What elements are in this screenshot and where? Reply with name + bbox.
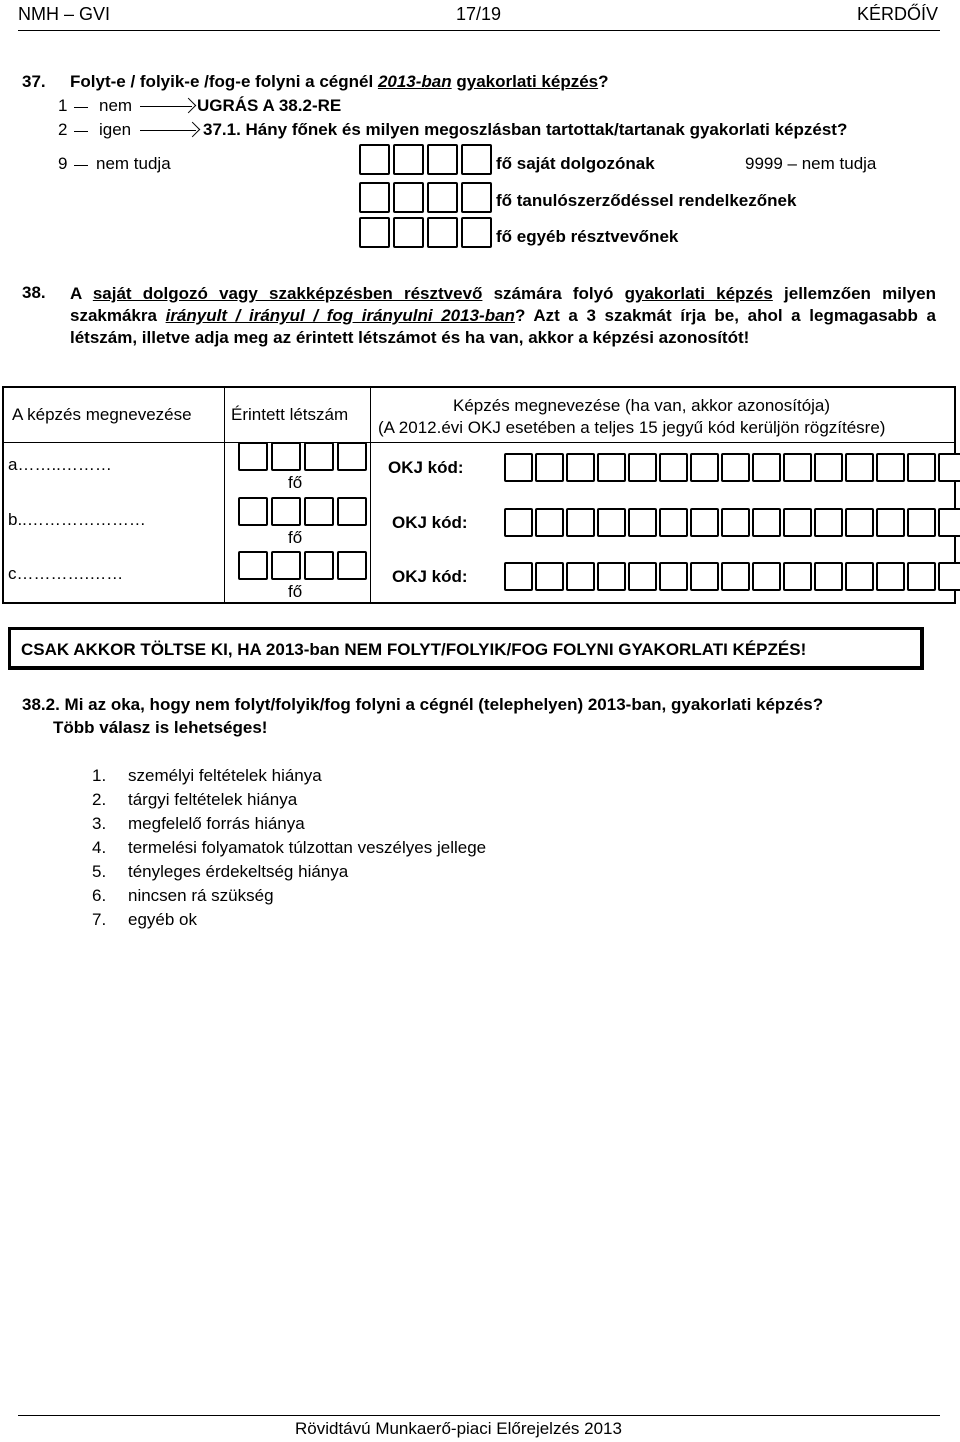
digit-box[interactable] xyxy=(504,508,533,537)
option-label: tényleges érdekeltség hiánya xyxy=(128,862,349,881)
digit-box[interactable] xyxy=(238,551,268,580)
option-number: 7. xyxy=(92,910,107,929)
q37-option-1-skip: UGRÁS A 38.2-RE xyxy=(197,96,342,115)
digit-box[interactable] xyxy=(535,453,564,482)
reason-option-7[interactable] xyxy=(92,908,197,932)
digit-box[interactable] xyxy=(938,562,960,591)
reason-option-3[interactable] xyxy=(92,812,305,836)
table-row-b-name[interactable]: b..………………… xyxy=(8,510,146,529)
q37-option-2-code: 2 xyxy=(58,120,68,139)
option-number: 1. xyxy=(92,766,107,785)
table-col-count-header: Érintett létszám xyxy=(231,405,349,424)
table-row-c-name[interactable]: c………….…… xyxy=(8,564,124,583)
reason-option-6[interactable] xyxy=(92,884,274,908)
digit-box[interactable] xyxy=(461,182,492,213)
q37-other-boxes[interactable] xyxy=(359,217,495,248)
q37-number: 37. xyxy=(22,72,46,91)
digit-box[interactable] xyxy=(938,508,960,537)
table-row-c-okj-boxes[interactable] xyxy=(504,562,960,591)
table-col-code-header-2: (A 2012.évi OKJ esetében a teljes 15 jegyű kód kerüljön rögzítésre) xyxy=(378,418,886,437)
q37-text-qmark: ? xyxy=(598,72,609,91)
arrow-icon xyxy=(140,106,192,107)
option-label: tárgyi feltételek hiánya xyxy=(128,790,298,809)
digit-box[interactable] xyxy=(566,453,595,482)
option-number: 4. xyxy=(92,838,107,857)
option-label: személyi feltételek hiánya xyxy=(128,766,322,785)
digit-box[interactable] xyxy=(876,453,905,482)
digit-box[interactable] xyxy=(566,508,595,537)
digit-box[interactable] xyxy=(628,508,657,537)
table-row-a-name[interactable]: a……..……… xyxy=(8,455,112,474)
q37-apprentice-boxes[interactable] xyxy=(359,182,495,213)
table-row-c-count-boxes[interactable] xyxy=(238,551,370,580)
q37-own-staff-label: fő saját dolgozónak xyxy=(496,154,655,173)
digit-box[interactable] xyxy=(690,508,719,537)
digit-box[interactable] xyxy=(659,453,688,482)
digit-box[interactable] xyxy=(304,551,334,580)
header-divider xyxy=(18,30,940,31)
table-row-c-unit: fő xyxy=(288,582,303,601)
digit-box[interactable] xyxy=(845,508,874,537)
digit-box[interactable] xyxy=(304,497,334,526)
arrow-icon xyxy=(140,130,196,131)
digit-box[interactable] xyxy=(814,562,843,591)
option-number: 6. xyxy=(92,886,107,905)
q37-other-label: fő egyéb résztvevőnek xyxy=(496,227,679,246)
digit-box[interactable] xyxy=(783,453,812,482)
digit-box[interactable] xyxy=(393,182,424,213)
table-row-b-unit: fő xyxy=(288,528,303,547)
q37-option-9-code: 9 xyxy=(58,154,68,173)
digit-box[interactable] xyxy=(752,508,781,537)
table-row-b-okj-label: OKJ kód: xyxy=(392,513,468,532)
table-row-b-count-boxes[interactable] xyxy=(238,497,370,526)
q382-instruction: Több válasz is lehetséges! xyxy=(53,718,268,737)
dash-line xyxy=(74,107,88,108)
digit-box[interactable] xyxy=(359,182,390,213)
reason-option-2[interactable] xyxy=(92,788,297,812)
q37-option-9-label: nem tudja xyxy=(96,154,171,173)
digit-box[interactable] xyxy=(238,442,268,471)
digit-box[interactable] xyxy=(628,453,657,482)
table-header-divider xyxy=(4,442,954,443)
q382-question: 38.2. Mi az oka, hogy nem folyt/folyik/fog folyni a cégnél (telephelyen) 2013-ban, gyakorlati képzés? xyxy=(22,695,824,714)
digit-box[interactable] xyxy=(427,182,458,213)
header-page-number: 17/19 xyxy=(456,4,502,24)
digit-box[interactable] xyxy=(907,453,936,482)
digit-box[interactable] xyxy=(504,453,533,482)
digit-box[interactable] xyxy=(783,562,812,591)
q37-text-training: gyakorlati képzés xyxy=(456,72,599,91)
digit-box[interactable] xyxy=(535,562,564,591)
digit-box[interactable] xyxy=(690,453,719,482)
digit-box[interactable] xyxy=(337,497,367,526)
table-col-divider xyxy=(224,388,225,602)
option-number: 5. xyxy=(92,862,107,881)
dash-line xyxy=(74,131,88,132)
digit-box[interactable] xyxy=(752,453,781,482)
q38-target-group: saját dolgozó vagy szakképzésben résztvevő xyxy=(92,284,483,303)
digit-box[interactable] xyxy=(845,453,874,482)
digit-box[interactable] xyxy=(783,508,812,537)
table-row-a-count-boxes[interactable] xyxy=(238,442,370,471)
table-col-divider xyxy=(370,388,371,602)
table-col-name-header: A képzés megnevezése xyxy=(12,405,192,424)
digit-box[interactable] xyxy=(752,562,781,591)
option-label: egyéb ok xyxy=(128,910,197,929)
digit-box[interactable] xyxy=(337,551,367,580)
dash-line xyxy=(74,165,88,166)
digit-box[interactable] xyxy=(393,144,424,175)
digit-box[interactable] xyxy=(597,508,626,537)
digit-box[interactable] xyxy=(876,508,905,537)
digit-box[interactable] xyxy=(461,217,492,248)
table-row-b-okj-boxes[interactable] xyxy=(504,508,960,537)
option-number: 3. xyxy=(92,814,107,833)
digit-box[interactable] xyxy=(271,442,301,471)
reason-option-4[interactable] xyxy=(92,836,486,860)
digit-box[interactable] xyxy=(566,562,595,591)
table-row-a-okj-boxes[interactable] xyxy=(504,453,960,482)
q37-question xyxy=(70,72,609,92)
digit-box[interactable] xyxy=(238,497,268,526)
digit-box[interactable] xyxy=(359,144,390,175)
digit-box[interactable] xyxy=(907,562,936,591)
q38-t7: ? Azt a 3 szakmát írja be, ahol a legmagasabb a létszám, illetve adja meg az érintett létszámot és ha van, akkor a képzési azonosítót! xyxy=(70,306,937,347)
option-label: megfelelő forrás hiánya xyxy=(128,814,305,833)
q37-option-1-code: 1 xyxy=(58,96,68,115)
option-label: nincsen rá szükség xyxy=(128,886,274,905)
digit-box[interactable] xyxy=(597,453,626,482)
digit-box[interactable] xyxy=(427,144,458,175)
q37-text-year: 2013-ban xyxy=(377,72,452,91)
footer-divider xyxy=(18,1415,940,1416)
digit-box[interactable] xyxy=(876,562,905,591)
q38-tense: irányult / irányul / fog irányulni 2013-ban xyxy=(165,306,515,325)
q37-option-1-label: nem xyxy=(99,96,133,115)
q37-own-staff-dont-know: 9999 – nem tudja xyxy=(745,154,877,173)
q38-t1: A xyxy=(70,284,93,303)
digit-box[interactable] xyxy=(359,217,390,248)
table-row-a-unit: fő xyxy=(288,473,303,492)
reason-option-5[interactable] xyxy=(92,860,348,884)
digit-box[interactable] xyxy=(628,562,657,591)
footer-text: Rövidtávú Munkaerő-piaci Előrejelzés 2013 xyxy=(295,1419,622,1438)
q37-1-question: 37.1. Hány főnek és milyen megoszlásban tartottak/tartanak gyakorlati képzést? xyxy=(203,120,848,139)
digit-box[interactable] xyxy=(845,562,874,591)
q37-text-a: Folyt-e / folyik-e /fog-e folyni a cégnél xyxy=(70,72,378,91)
q38-number: 38. xyxy=(22,283,46,302)
reason-option-1[interactable] xyxy=(92,764,322,788)
digit-box[interactable] xyxy=(337,442,367,471)
digit-box[interactable] xyxy=(721,562,750,591)
digit-box[interactable] xyxy=(690,562,719,591)
table-col-code-header-1: Képzés megnevezése (ha van, akkor azonosítója) xyxy=(453,396,831,415)
table-row-c-okj-label: OKJ kód: xyxy=(392,567,468,586)
q38-question xyxy=(70,283,936,349)
digit-box[interactable] xyxy=(597,562,626,591)
header-left: NMH – GVI xyxy=(18,4,111,24)
digit-box[interactable] xyxy=(504,562,533,591)
digit-box[interactable] xyxy=(721,453,750,482)
q38-training: gyakorlati képzés xyxy=(624,284,773,303)
digit-box[interactable] xyxy=(907,508,936,537)
table-row-a-okj-label: OKJ kód: xyxy=(388,458,464,477)
digit-box[interactable] xyxy=(271,551,301,580)
q38-t5: jellemzően milyen szakmákra xyxy=(70,284,936,325)
digit-box[interactable] xyxy=(393,217,424,248)
option-number: 2. xyxy=(92,790,107,809)
digit-box[interactable] xyxy=(659,562,688,591)
q37-own-staff-boxes[interactable] xyxy=(359,144,495,175)
digit-box[interactable] xyxy=(427,217,458,248)
q37-apprentice-label: fő tanulószerződéssel rendelkezőnek xyxy=(496,191,797,210)
digit-box[interactable] xyxy=(938,453,960,482)
digit-box[interactable] xyxy=(304,442,334,471)
option-label: termelési folyamatok túlzottan veszélyes jellege xyxy=(128,838,487,857)
digit-box[interactable] xyxy=(461,144,492,175)
digit-box[interactable] xyxy=(535,508,564,537)
digit-box[interactable] xyxy=(271,497,301,526)
q37-option-2-label: igen xyxy=(99,120,132,139)
header-right: KÉRDŐÍV xyxy=(856,4,938,24)
q38-t3: számára folyó xyxy=(482,284,625,303)
digit-box[interactable] xyxy=(814,508,843,537)
digit-box[interactable] xyxy=(721,508,750,537)
digit-box[interactable] xyxy=(814,453,843,482)
notice-text: CSAK AKKOR TÖLTSE KI, HA 2013-ban NEM FOLYT/FOLYIK/FOG FOLYNI GYAKORLATI KÉPZÉS! xyxy=(21,640,807,659)
digit-box[interactable] xyxy=(659,508,688,537)
